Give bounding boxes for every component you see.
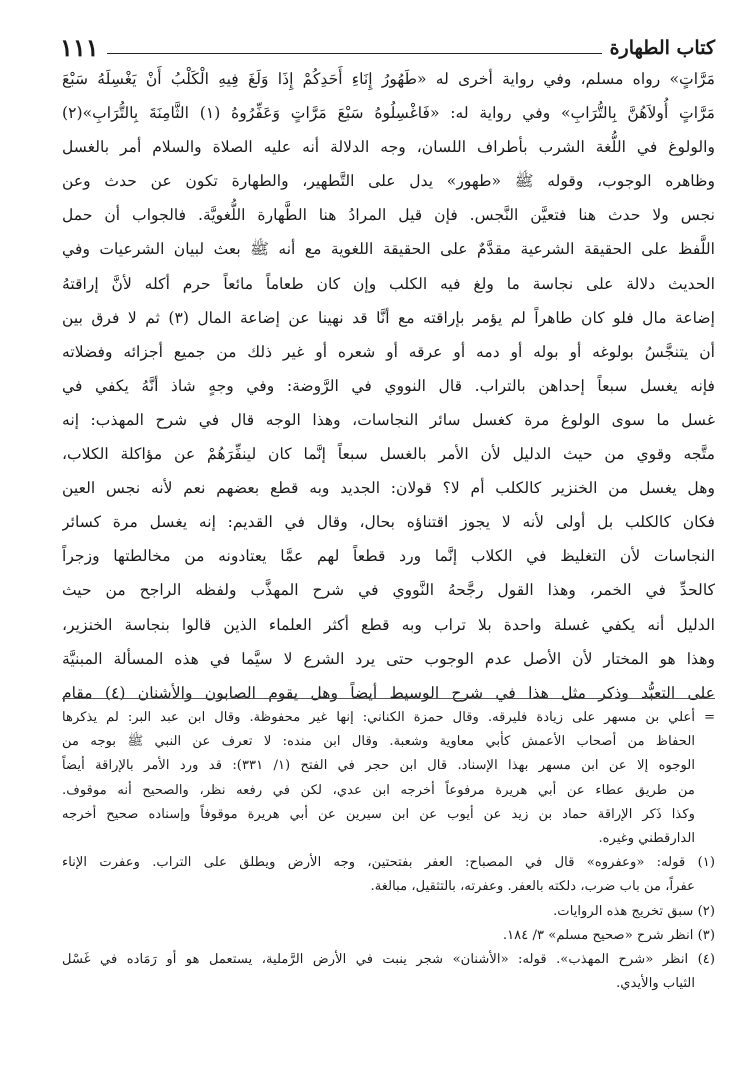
- text-line: الدليل أنه يكفي غسلة واحدة بلا تراب وبه قطع أكثر العلماء الذين قالوا بنجاسة الخنزير،: [62, 615, 715, 634]
- running-header: [60, 30, 715, 60]
- footnote-line: عفراً، من باب ضرب، دلكته بالعفر. وعفرته، بالتثقيل، مبالغة.: [370, 879, 695, 895]
- text-line: نجس ولا حدث هنا فتعيَّن النَّجس. فإن قيل المرادُ هنا الطَّهارة اللُّغويَّة. فالجواب أن حمل: [62, 206, 715, 225]
- footnote-line: الوجوه إلا عن ابن مسهر بهذا الإسناد. قال ابن حجر في الفتح (١/ ٣٣١): قد ورد الأمر بالإراقة أيضاً: [62, 758, 695, 774]
- footnote-line: = أعلي بن مسهر على زيادة فليرقه. وقال حمزة الكناني: إنها غير محفوظة. وقال ابن عبد البر: لم يذكرها: [62, 710, 715, 725]
- text-line: متَّجه وقوي من حيث الدليل لأن الأمر بالغسل سبعاً إنَّما كان لينفِّرَهُمْ عن مؤاكلة الكلاب،: [62, 445, 715, 464]
- chapter-title: كتاب الطهارة: [609, 37, 715, 59]
- footnote-line: وكذا ذَكر الإراقة حماد بن زيد عن أيوب عن ابن سيرين عن أبي هريرة موقوفاً وإسناده صحيح أخرجه: [62, 806, 695, 822]
- text-line: والولوغ في اللُّغة الشرب بأطراف اللسان، وجه الدلالة أنه عليه الصلاة والسلام أمر بالغسل: [62, 138, 715, 157]
- text-line: فكان كالكلب بل أولى لأنه لا يجوز اقتناؤه بحال، وقال في القديم: إنه يغسل مرة كسائر: [62, 513, 715, 532]
- footnote-line: الثياب والأيدي.: [616, 976, 695, 992]
- text-line: أن يتنجَّسُ بولوغه أو بوله أو دمه أو عرقه أو شعره أو غير ذلك من جميع أجزائه وفضلاته: [62, 342, 715, 361]
- footnote-line: (١) قوله: «وعفروه» قال في المصباح: العفر بفتحتين، وجه الأرض ويطلق على التراب. وعفرت الإناء: [62, 855, 715, 871]
- main-text: [62, 62, 715, 710]
- footnote-line: من طريق عطاء عن أبي هريرة مرفوعاً أخرجه ابن عدي، لكن في رفعه نظر، والصحيح أنه موقوف.: [62, 782, 695, 798]
- footnote-line: الدارقطني وغيره.: [598, 830, 695, 846]
- footnote-line: (٢) سبق تخريج هذه الروايات.: [553, 903, 715, 919]
- text-line: غسل ما سوى الولوغ مرة كغسل سائر النجاسات، وهذا الوجه قال في شرح المهذب: إنه: [62, 410, 715, 429]
- text-line: كالحدِّ في الخمر، وهذا القول رجَّحهُ النَّووي في شرح المهذَّب ولفظه الراجح من حيث: [62, 581, 715, 600]
- text-line: إضاعة مال فلو كان طاهراً لم يؤمر بإراقته مع أنَّا قد نهينا عن إضاعة المال (٣) ثم لا فرق بين: [62, 308, 715, 327]
- text-line: فإنه يغسل سبعاً إحداهن بالتراب. قال النووي في الرَّوضة: وفي وجهٍ شاذ أنَّهُ يكفي في: [62, 376, 715, 395]
- text-line: وظاهره الوجوب، وقوله ﷺ «طهور» يدل على التَّطهير، والطهارة تكون عن حدث وعن: [62, 172, 715, 191]
- text-line: الحديث دلالة على نجاسة ما ولغ فيه الكلب وإن كان طعاماً مائعاً حرم أكله لأنَّ إراقتهُ: [62, 274, 715, 293]
- text-line: اللَّفظ على الحقيقة الشرعية مقدَّمٌ على الحقيقة اللغوية مع أنه ﷺ بعث لبيان الشرعيات وفي: [62, 240, 715, 259]
- text-line: مَرَّاتٍ أُولاَهُنَّ بِالتُّرَابِ» وفي رواية له: «فَاغْسِلُوهُ سَبْعَ مَرَّاتٍ وَعَفِّرُوهُ (١) الثَّامِنَةَ بِالتُّرَابِ»(٢): [62, 104, 715, 123]
- page-number: ١١١: [60, 33, 99, 62]
- text-line: وهل يغسل من الخنزير كالكلب أم لا؟ قولان: الجديد وبه قطع بعضهم نعم لأنه نجس العين: [62, 479, 715, 498]
- footnote-divider: [62, 698, 715, 699]
- footnotes-block: [62, 706, 715, 996]
- text-line: مَرَّاتٍ» رواه مسلم، وفي رواية أخرى له «طَهُورُ إِنَاءِ أَحَدِكُمْ إِذَا وَلَغَ فِيهِ الْكَلْبُ أَنْ يَغْسِلَهُ سَبْعَ: [62, 70, 715, 88]
- text-line: وهذا هو المختار لأن الأصل عدم الوجوب حتى يرد الشرع لا سيَّما في هذه المسألة المبنيَّة: [62, 649, 715, 668]
- footnote-line: الحفاظ من أصحاب الأعمش كأبي معاوية وشعبة. وقال ابن منده: لا تعرف عن النبي ﷺ بوجه من: [62, 734, 695, 750]
- text-line: النجاسات لأن التغليظ في الكلاب إنَّما ورد قطعاً لهم عمَّا يعتادونه من مخالطتها وزجراً: [62, 547, 715, 566]
- header-rule: [107, 53, 602, 54]
- text-line: على التعبُّد وذكر مثل هذا في شرح الوسيط أيضاً وهل يقوم الصابون والأشنان (٤) مقام: [62, 683, 715, 702]
- footnote-line: (٣) انظر شرح «صحيح مسلم» ٣/ ١٨٤.: [502, 927, 715, 943]
- footnote-line: (٤) انظر «شرح المهذب». قوله: «الأشنان» شجر ينبت في الأرض الرَّملية، يستعمل هو أو رَمَاده في غَسْل: [62, 951, 715, 967]
